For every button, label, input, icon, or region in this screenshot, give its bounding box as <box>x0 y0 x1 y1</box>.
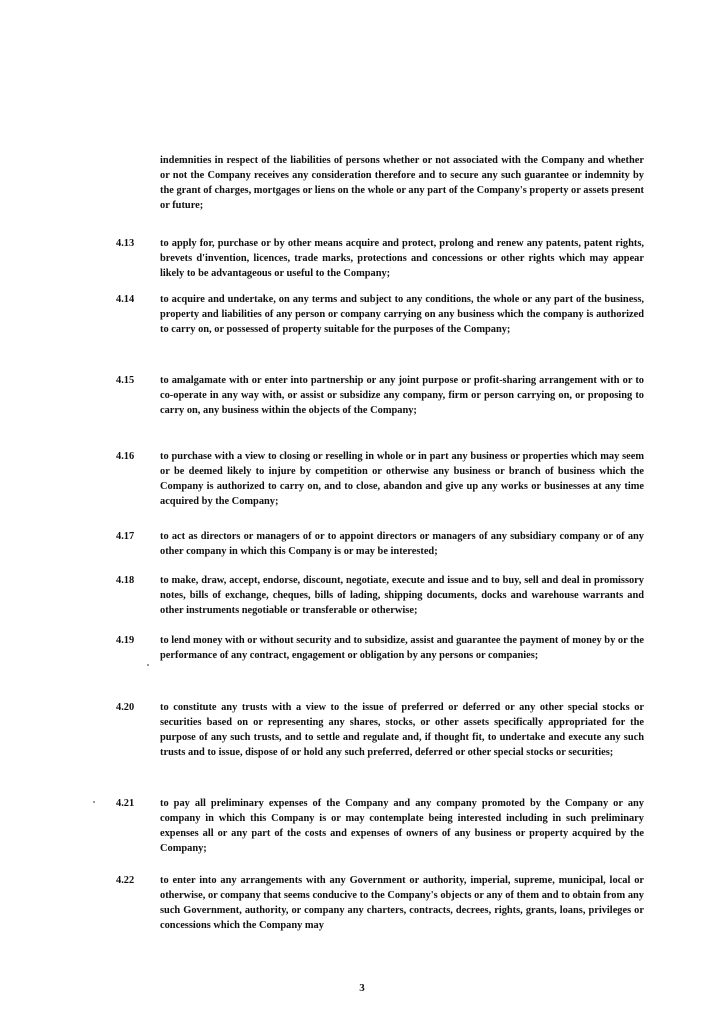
scan-speck <box>93 801 95 803</box>
clause-number: 4.16 <box>116 451 135 462</box>
clause-number: 4.13 <box>116 238 135 249</box>
clause-text: to amalgamate with or enter into partnership or any joint purpose or profit-sharing arrangement with or to co-operate in any way with, or assist or subsidize any company, firm or person carrying on, or proposing to carry on, any business within the objects of the Company; <box>160 375 644 416</box>
clause-number: 4.21 <box>116 798 135 809</box>
continuation-paragraph: indemnities in respect of the liabilities of persons whether or not associated with the Company and whether or not the Company receives any consideration therefore and to secure any such guarantee or indemnity by the grant of charges, mortgages or liens on the whole or any part of the Company's property or assets present or future; <box>160 155 644 211</box>
page-number: 3 <box>359 982 365 994</box>
clause-number: 4.15 <box>116 375 135 386</box>
clause-text: to acquire and undertake, on any terms and subject to any conditions, the whole or any part of the business, property and liabilities of any person or company carrying on any business which the company is authorized to carry on, or possessed of property suitable for the purposes of the Company; <box>160 294 644 335</box>
clause-text: to act as directors or managers of or to appoint directors or managers of any subsidiary company or of any other company in which this Company is or may be interested; <box>160 531 644 557</box>
clause-text: to enter into any arrangements with any Government or authority, imperial, supreme, municipal, local or otherwise, or company that seems conducive to the Company's objects or any of them and to obtain from any such Government, authority, or company any charters, contracts, decrees, rights, grants, loans, privileges or concessions which the Company may <box>160 875 644 931</box>
clause-text: to apply for, purchase or by other means acquire and protect, prolong and renew any patents, patent rights, brevets d'invention, licences, trade marks, protections and concessions or other rights which may appear likely to be advantageous or useful to the Company; <box>160 238 644 279</box>
clause-number: 4.14 <box>116 294 135 305</box>
clause-number: 4.18 <box>116 575 135 586</box>
clause-number: 4.17 <box>116 531 135 542</box>
clause-text: to make, draw, accept, endorse, discount, negotiate, execute and issue and to buy, sell and deal in promissory notes, bills of exchange, cheques, bills of lading, shipping documents, docks and warehouse warrants and other instruments negotiable or transferable or otherwise; <box>160 575 644 616</box>
clause-text: to lend money with or without security and to subsidize, assist and guarantee the payment of money by or the performance of any contract, engagement or obligation by any persons or companies; <box>160 635 644 661</box>
clause-number: 4.22 <box>116 875 135 886</box>
clause-number: 4.19 <box>116 635 135 646</box>
scan-speck <box>147 664 149 666</box>
clause-text: to purchase with a view to closing or reselling in whole or in part any business or properties which may seem or be deemed likely to injure by competition or otherwise any business or branch of business which the Company is authorized to carry on, and to close, abandon and give up any works or businesses at any time acquired by the Company; <box>160 451 644 507</box>
clause-text: to pay all preliminary expenses of the Company and any company promoted by the Company or any company in which this Company is or may contemplate being interested including in such preliminary expenses all or any part of the costs and expenses of owners of any business or property acquired by the Company; <box>160 798 644 854</box>
clause-number: 4.20 <box>116 702 135 713</box>
clause-text: to constitute any trusts with a view to the issue of preferred or deferred or any other special stocks or securities based on or representing any shares, stocks, or other assets specifically appropriated for the purpose of any such trusts, and to settle and regulate and, if thought fit, to undertake and execute any such trusts and to issue, dispose of or hold any such preferred, deferred or other special stocks or securities; <box>160 702 644 758</box>
